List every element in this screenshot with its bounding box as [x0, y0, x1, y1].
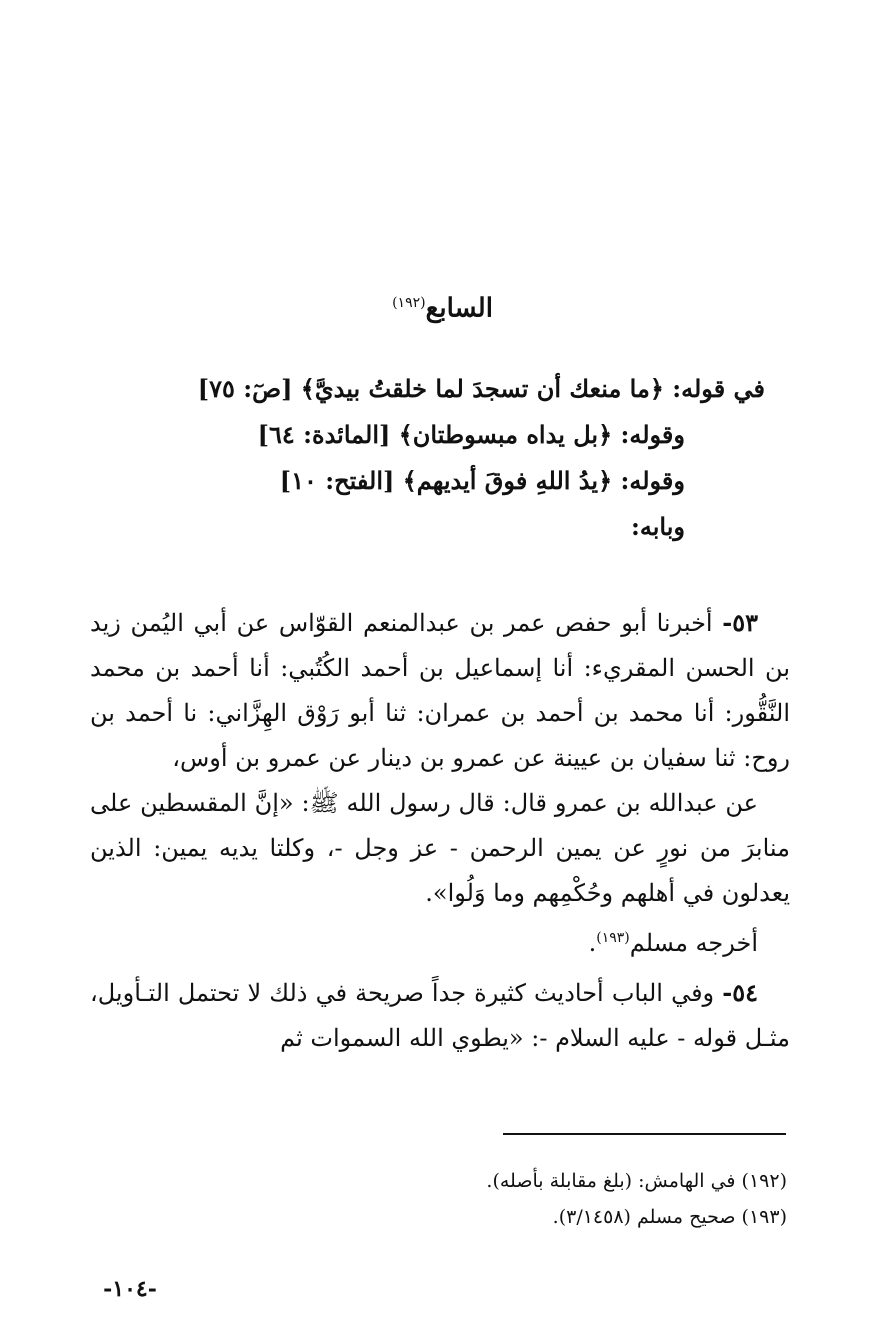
section-title-text: السابع — [425, 293, 493, 324]
body-text — [90, 600, 790, 1061]
footnotes — [87, 1163, 787, 1235]
source-text: أخرجه مسلم — [629, 929, 758, 957]
verse-line-1: في قوله: ﴿ما منعك أن تسجدَ لما خلقتُ بيديَّ﴾ [صٓ: ٧٥] — [197, 374, 765, 403]
verse-line-4: وبابه: — [631, 512, 685, 541]
source-end: . — [588, 929, 597, 957]
footnote-193: (١٩٣) صحيح مسلم (٣/١٤٥٨). — [552, 1206, 787, 1228]
page-number: -١٠٤- — [103, 1276, 157, 1302]
paragraph-53-text: أخبرنا أبو حفص عمر بن عبدالمنعم القوّاس عن أبي اليُمن زيد بن الحسن المقريء: أنا إسماعيل بن أحمد الكُتُبي: أنا أحمد بن محمد النَّقُّور: أنا محمد بن أحمد بن عمران: ثنا أبو رَوْق الهِزَّاني: نا أحمد بن روح: ثنا سفيان بن عيينة عن عمرو بن دينار عن عمرو بن أوس، — [90, 609, 790, 772]
paragraph-53-source — [90, 916, 790, 966]
paragraph-53-hadith: عن عبدالله بن عمرو قال: قال رسول الله ﷺ: «إنَّ المقسطين على منابرَ من نورٍ عن يمين الرحمن - عز وجل -، وكلتا يديه يمين: الذين يعدلون في أهلهم وحُكْمِهم وما وَلُوا». — [90, 789, 790, 907]
verses-block — [105, 366, 765, 550]
footnote-ref-192: (١٩٢) — [392, 295, 426, 311]
verse-line-3: وقوله: ﴿يدُ اللهِ فوقَ أيديهم﴾ [الفتح: ١٠] — [279, 466, 685, 495]
footnote-ref-193: (١٩٣) — [596, 930, 630, 946]
footnote-divider — [503, 1133, 786, 1135]
paragraph-number-54: ٥٤- — [722, 978, 758, 1007]
footnote-192: (١٩٢) في الهامش: (بلغ مقابلة بأصله). — [486, 1170, 787, 1192]
paragraph-54-text: وفي الباب أحاديث كثيرة جداً صريحة في ذلك لا تحتمل التـأويل، مثـل قوله - عليه السلام -: «يطوي الله السموات ثم — [90, 979, 790, 1052]
section-title — [0, 286, 885, 326]
verse-line-2: وقوله: ﴿بل يداه مبسوطتان﴾ [المائدة: ٦٤] — [257, 420, 685, 449]
paragraph-53 — [90, 600, 790, 781]
paragraph-54 — [90, 970, 790, 1061]
paragraph-number-53: ٥٣- — [722, 608, 758, 637]
